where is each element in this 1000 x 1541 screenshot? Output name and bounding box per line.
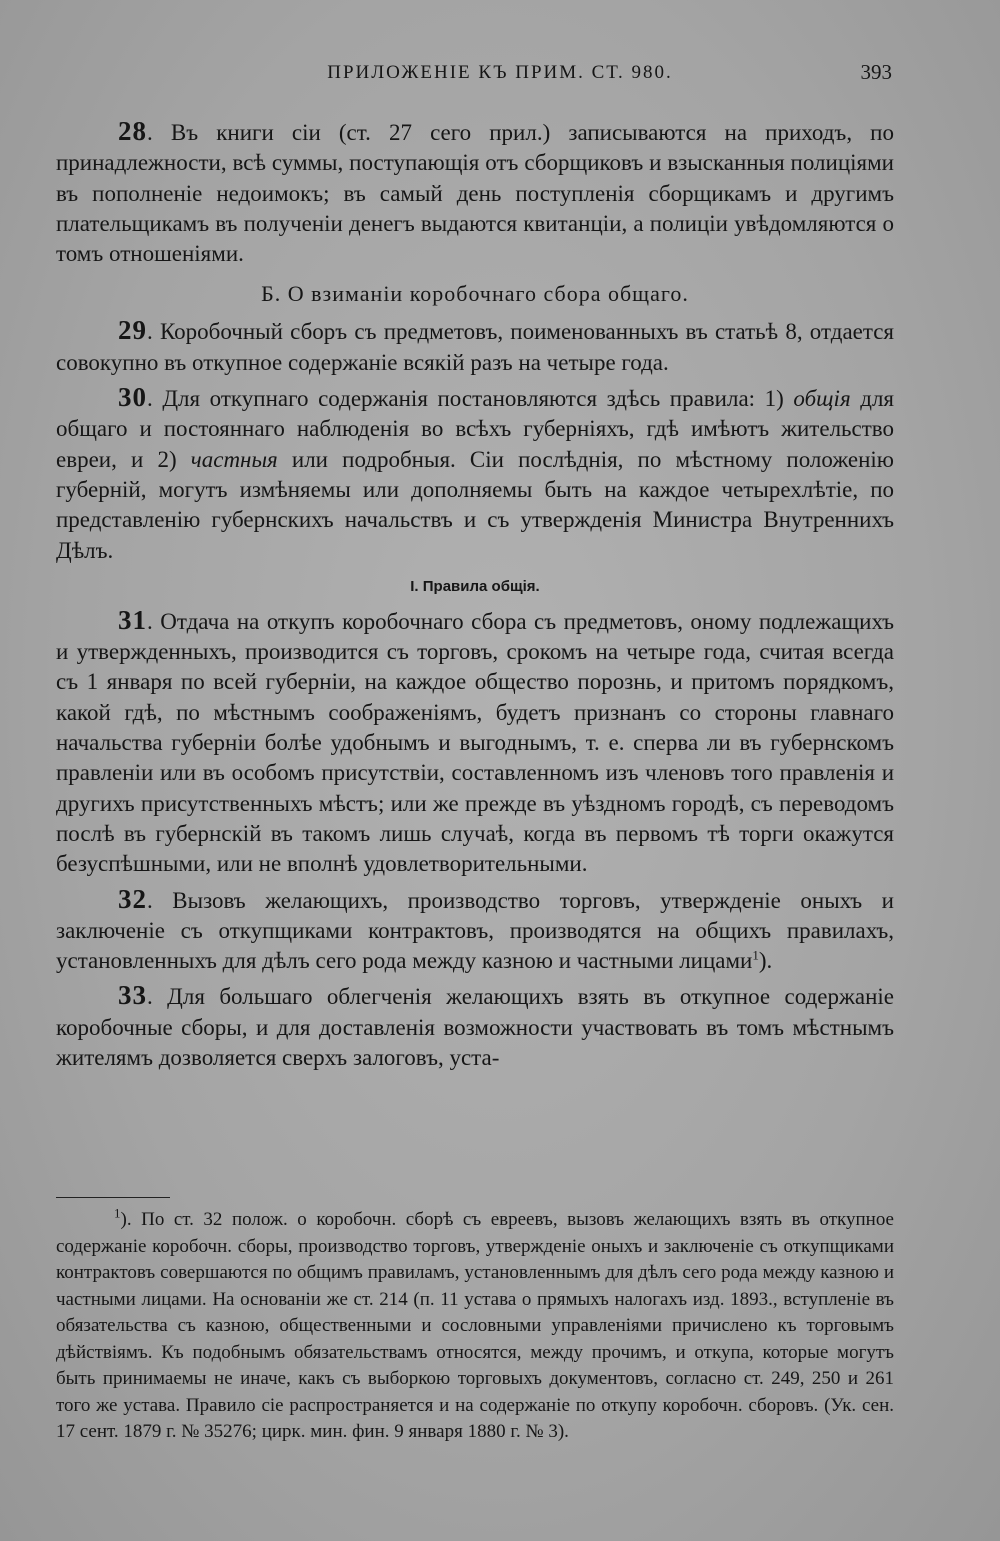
footnote-divider bbox=[56, 1197, 170, 1198]
running-title: ПРИЛОЖЕНІЕ КЪ ПРИМ. СТ. 980. bbox=[327, 62, 673, 83]
article-number: 32 bbox=[118, 883, 147, 914]
article-text: для общаго и постояннаго наблюденія во всѣхъ губерніяхъ, гдѣ имѣютъ жительство евреи, и 2) bbox=[56, 386, 894, 472]
article-number: 33 bbox=[118, 980, 147, 1011]
article-emphasis: частныя bbox=[190, 446, 278, 472]
article-28 bbox=[56, 116, 894, 269]
article-text: . Вызовъ желающихъ, производство торговъ, утвержденіе оныхъ и заключеніе съ откупщиками контрактовъ, производятся на общихъ правилахъ, установленныхъ для дѣлъ сего рода между казною и частными лицами bbox=[56, 887, 894, 974]
article-30 bbox=[56, 382, 894, 566]
article-29 bbox=[56, 315, 894, 378]
article-text: или подробныя. Сіи послѣднія, по мѣстному положенію губерній, могутъ измѣняемы или дополняемы быть на каждое четырехлѣтіе, по представленію губернскихъ начальствъ и съ утвержденія Министра Внутреннихъ Дѣлъ. bbox=[56, 446, 894, 563]
article-text: . Коробочный сборъ съ предметовъ, поименованныхъ въ статьѣ 8, отдается совокупно въ откупное содержаніе всякій разъ на четыре года. bbox=[56, 319, 894, 375]
article-32 bbox=[56, 884, 894, 977]
article-text: . Въ книги сіи (ст. 27 сего прил.) записываются на приходъ, по принадлежности, всѣ суммы, поступающія отъ сборщиковъ и взысканныя полиціями въ пополненіе недоимокъ; въ самый день поступленія сборщикамъ и другимъ плательщикамъ въ полученіи денегъ выдаются квитанціи, а полиціи увѣдомляются о томъ отношеніями. bbox=[56, 120, 894, 267]
footnote-marker: 1 bbox=[114, 1205, 121, 1221]
article-text: . Для откупнаго содержанія постановляются здѣсь правила: 1) bbox=[147, 386, 794, 412]
article-text-end: ). bbox=[758, 948, 773, 974]
article-31 bbox=[56, 605, 894, 880]
article-number: 30 bbox=[118, 382, 147, 413]
article-number: 28 bbox=[118, 116, 147, 146]
article-number: 29 bbox=[118, 315, 147, 346]
subsection-heading: I. Правила общія. bbox=[410, 577, 540, 595]
page-body bbox=[56, 116, 894, 1073]
article-text: . Отдача на откупъ коробочнаго сбора съ предметовъ, оному подлежащихъ и утвержденныхъ, производится съ торговъ, срокомъ на четыре года, считая всегда съ 1 января по всей губерніи, на каждое общество порознь, и притомъ порядкомъ, какой гдѣ, по мѣстнымъ соображеніямъ, будетъ признанъ со стороны главнаго начальства губерніи болѣе удобнымъ и выгоднымъ, т. е. сперва ли въ губернскомъ правленіи или въ особомъ присутствіи, составленномъ изъ членовъ того правленія и другихъ присутственныхъ мѣстъ; или же прежде въ уѣздномъ городѣ, съ переводомъ послѣ въ губернскій въ такомъ лишь случаѣ, когда въ первомъ тѣ торги окажутся безуспѣшными, или не вполнѣ удовлетворительными. bbox=[56, 608, 894, 877]
footnote-reference[interactable]: 1 bbox=[752, 947, 759, 963]
page-header bbox=[0, 58, 1000, 92]
page-number: 393 bbox=[860, 60, 892, 84]
section-heading-b: Б. О взиманіи коробочнаго сбора общаго. bbox=[261, 281, 689, 307]
footnote-text: ). По ст. 32 полож. о коробочн. сборѣ съ евреевъ, вызовъ желающихъ взять въ откупное содержаніе коробочн. сборы, производство торговъ, утвержденіе оныхъ и заключеніе съ откупщиками контрактовъ совершаются по общимъ правиламъ, установленнымъ для дѣлъ сего рода между казною и частными лицами. На основаніи же ст. 214 (п. 11 устава о прямыхъ налогахъ изд. 1893., вступленіе въ обязательства съ казною, общественными и сословными управленіями причислено къ торговымъ дѣйствіямъ. Къ подобнымъ обязательствамъ относятся, между прочимъ, и откупа, которые могутъ быть принимаемы не иначе, какъ съ выборкою торговыхъ документовъ, согласно ст. 249, 250 и 261 того же устава. Правило сіе распространяется и на содержаніе по откупу коробочн. сборовъ. (Ук. сен. 17 сент. 1879 г. № 35276; цирк. мин. фин. 9 января 1880 г. № 3). bbox=[56, 1209, 894, 1442]
article-emphasis: общія bbox=[793, 386, 851, 412]
article-text: . Для большаго облегченія желающихъ взять въ откупное содержаніе коробочные сборы, и для доставленія возможности участвовать въ томъ мѣстнымъ жителямъ дозволяется сверхъ залоговъ, уста- bbox=[56, 984, 894, 1071]
article-number: 31 bbox=[118, 604, 147, 635]
article-33 bbox=[56, 980, 894, 1073]
footnote bbox=[56, 1207, 894, 1446]
